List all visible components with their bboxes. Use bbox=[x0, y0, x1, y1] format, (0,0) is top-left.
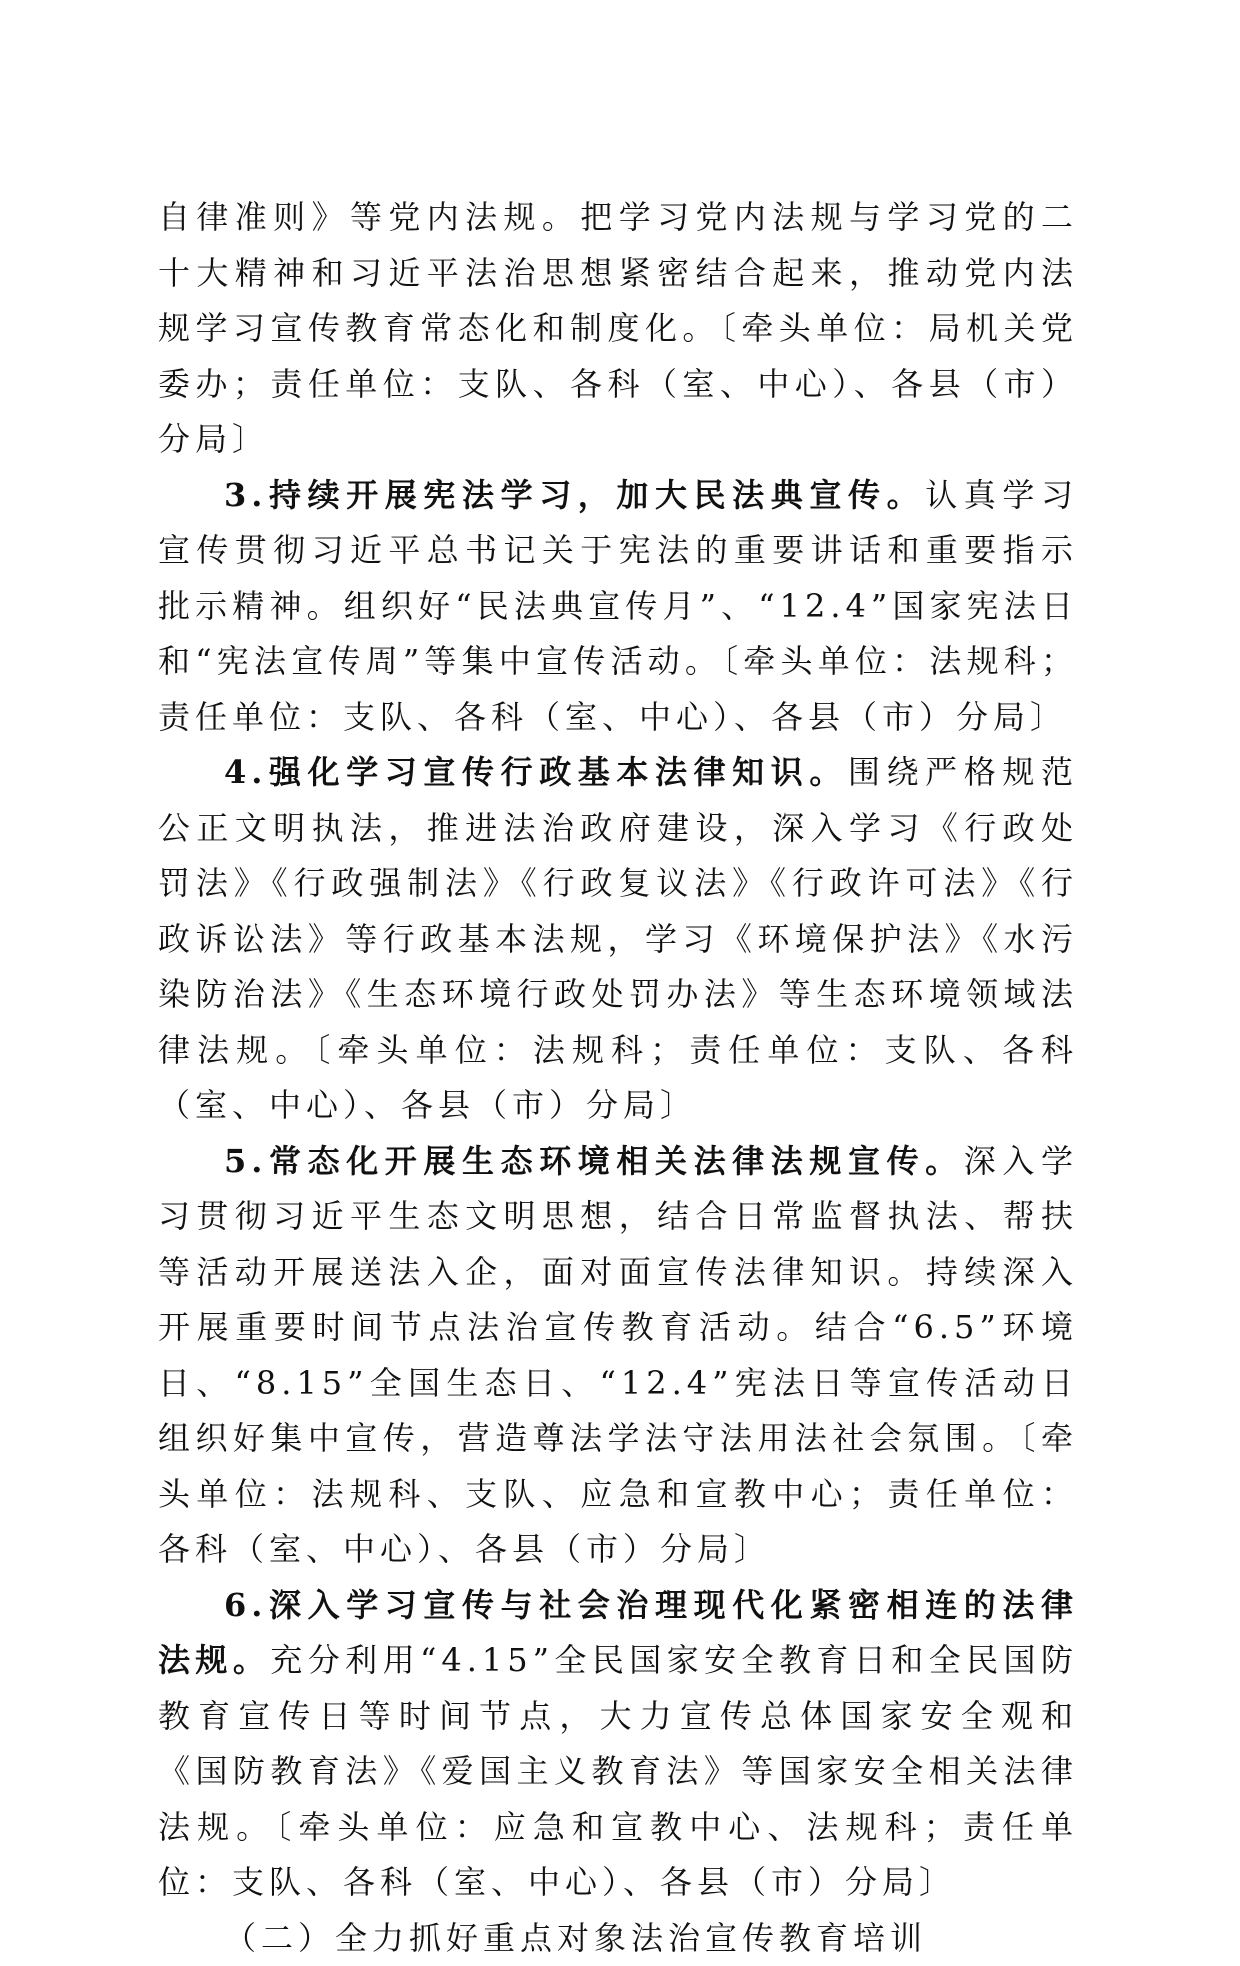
paragraph-lead: 6.深入学习宣传与社会治理现代化紧密相连的法律法规。 bbox=[158, 1586, 1078, 1680]
paragraph-item-6 bbox=[158, 1578, 1078, 1911]
paragraph-item-3 bbox=[158, 468, 1078, 746]
paragraph-item-4 bbox=[158, 745, 1078, 1134]
paragraph-body: 围绕严格规范公正文明执法，推进法治政府建设，深入学习《行政处罚法》《行政强制法》《行政复议法》《行政许可法》《行政诉讼法》等行政基本法规，学习《环境保护法》《水污染防治法》《生态环境行政处罚办法》等生态环境领域法律法规。〔牵头单位：法规科；责任单位：支队、各科（室、中心）、各县（市）分局〕 bbox=[158, 753, 1078, 1124]
section-heading: （二）全力抓好重点对象法治宣传教育培训 bbox=[158, 1911, 1078, 1966]
paragraph-body: 充分利用“4.15”全民国家安全教育日和全民国防教育宣传日等时间节点，大力宣传总体国家安全观和《国防教育法》《爱国主义教育法》等国家安全相关法律法规。〔牵头单位：应急和宣教中心、法规科；责任单位：支队、各科（室、中心）、各县（市）分局〕 bbox=[158, 1641, 1078, 1901]
document-page bbox=[158, 190, 1078, 1966]
paragraph-lead: 5.常态化开展生态环境相关法律法规宣传。 bbox=[224, 1142, 964, 1180]
paragraph-item-5 bbox=[158, 1134, 1078, 1578]
paragraph-continuation bbox=[158, 190, 1078, 468]
paragraph-body: 认真学习宣传贯彻习近平总书记关于宪法的重要讲话和重要指示批示精神。组织好“民法典宣传月”、“12.4”国家宪法日和“宪法宣传周”等集中宣传活动。〔牵头单位：法规科；责任单位：支队、各科（室、中心）、各县（市）分局〕 bbox=[158, 476, 1078, 736]
paragraph-body: 深入学习贯彻习近平生态文明思想，结合日常监督执法、帮扶等活动开展送法入企，面对面宣传法律知识。持续深入开展重要时间节点法治宣传教育活动。结合“6.5”环境日、“8.15”全国生态日、“12.4”宪法日等宣传活动日组织好集中宣传，营造尊法学法守法用法社会氛围。〔牵头单位：法规科、支队、应急和宣教中心；责任单位：各科（室、中心）、各县（市）分局〕 bbox=[158, 1142, 1078, 1569]
paragraph-lead: 3.持续开展宪法学习，加大民法典宣传。 bbox=[224, 476, 925, 514]
paragraph-lead: 4.强化学习宣传行政基本法律知识。 bbox=[224, 753, 848, 791]
paragraph-body: 自律准则》等党内法规。把学习党内法规与学习党的二十大精神和习近平法治思想紧密结合起来，推动党内法规学习宣传教育常态化和制度化。〔牵头单位：局机关党委办；责任单位：支队、各科（室、中心）、各县（市）分局〕 bbox=[158, 198, 1078, 458]
